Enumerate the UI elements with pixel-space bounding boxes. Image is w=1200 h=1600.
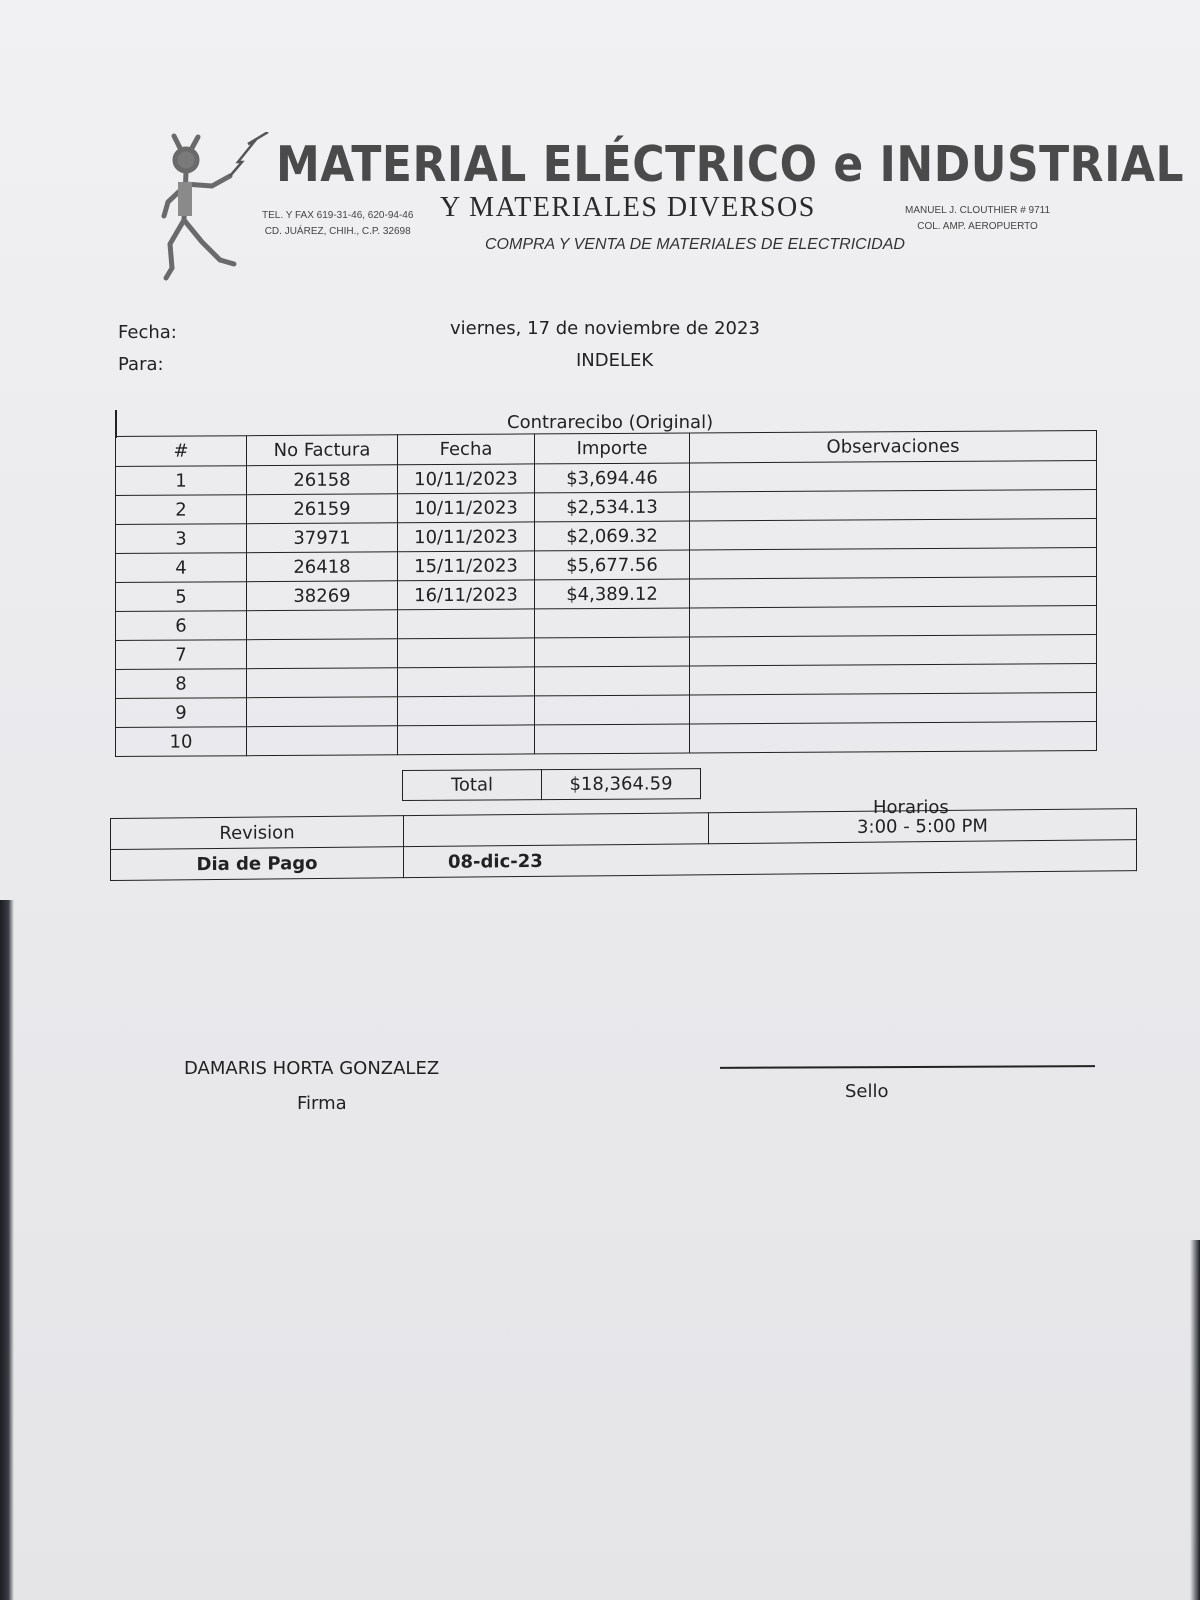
column-header: #	[116, 436, 247, 467]
invoice-number: 26159	[247, 494, 398, 524]
row-number: 2	[116, 495, 247, 525]
invoice-notes	[690, 461, 1097, 492]
para-label: Para:	[118, 354, 164, 375]
invoice-date: 15/11/2023	[398, 551, 535, 581]
contact-colony: COL. AMP. AEROPUERTO	[917, 221, 1038, 232]
fecha-value: viernes, 17 de noviembre de 2023	[450, 318, 760, 339]
total-box	[402, 768, 701, 801]
invoice-notes	[690, 519, 1097, 550]
horarios-label: Horarios	[873, 797, 949, 818]
invoice-amount	[535, 724, 690, 754]
invoice-date	[398, 725, 535, 755]
row-number: 1	[116, 466, 247, 496]
table-title: Contrarecibo (Original)	[507, 412, 714, 433]
invoice-amount: $3,694.46	[535, 463, 690, 493]
invoice-amount	[535, 608, 690, 638]
fecha-label: Fecha:	[118, 322, 177, 343]
invoice-amount: $4,389.12	[535, 579, 690, 609]
horarios-value: 3:00 - 5:00 PM	[709, 809, 1137, 844]
revision-value	[404, 813, 709, 847]
invoice-number	[247, 610, 398, 640]
contact-phone: TEL. Y FAX 619-31-46, 620-94-46	[262, 210, 414, 221]
para-value: INDELEK	[576, 350, 654, 371]
row-number: 6	[116, 611, 247, 641]
revision-label: Revision	[111, 816, 404, 850]
invoice-notes	[690, 548, 1097, 579]
company-contact-right	[905, 203, 1050, 235]
company-tagline: COMPRA Y VENTA DE MATERIALES DE ELECTRICIDAD	[485, 236, 905, 253]
invoice-number: 26158	[247, 465, 398, 495]
pago-label: Dia de Pago	[111, 847, 404, 881]
invoice-number: 37971	[247, 523, 398, 553]
sello-signature-line	[720, 1065, 1095, 1068]
invoice-date: 16/11/2023	[398, 580, 535, 610]
column-header: Observaciones	[690, 431, 1097, 463]
invoice-date: 10/11/2023	[398, 493, 535, 523]
row-number: 9	[116, 698, 247, 728]
row-number: 8	[116, 669, 247, 699]
invoice-date: 10/11/2023	[398, 464, 535, 494]
invoice-number	[247, 697, 398, 727]
row-number: 4	[116, 553, 247, 583]
signer-name: DAMARIS HORTA GONZALEZ	[184, 1058, 440, 1079]
electric-mascot-logo	[150, 132, 280, 284]
photo-edge-shadow	[0, 900, 14, 1600]
column-header: Importe	[535, 433, 690, 464]
total-value: $18,364.59	[542, 769, 701, 800]
invoice-date: 10/11/2023	[398, 522, 535, 552]
invoice-date	[398, 609, 535, 639]
row-number: 7	[116, 640, 247, 670]
invoice-amount: $5,677.56	[535, 550, 690, 580]
invoice-notes	[690, 490, 1097, 521]
invoice-amount	[535, 666, 690, 696]
invoice-notes	[690, 635, 1097, 666]
invoice-number	[247, 668, 398, 698]
invoice-number	[247, 726, 398, 756]
photo-edge-shadow	[1190, 1240, 1200, 1600]
invoice-table	[115, 430, 1097, 757]
total-label: Total	[403, 770, 542, 801]
row-number: 5	[116, 582, 247, 612]
invoice-number	[247, 639, 398, 669]
invoice-date	[398, 696, 535, 726]
invoice-notes	[690, 606, 1097, 637]
sello-label: Sello	[845, 1081, 889, 1102]
invoice-amount: $2,069.32	[535, 521, 690, 551]
company-subtitle: Y MATERIALES DIVERSOS	[440, 192, 816, 223]
firma-label: Firma	[297, 1093, 347, 1114]
company-name: MATERIAL ELÉCTRICO e INDUSTRIAL	[276, 136, 1185, 194]
table-row	[116, 722, 1097, 757]
invoice-amount	[535, 695, 690, 725]
invoice-notes	[690, 577, 1097, 608]
column-header: No Factura	[247, 435, 398, 466]
invoice-amount	[535, 637, 690, 667]
invoice-number: 38269	[247, 581, 398, 611]
invoice-date	[398, 667, 535, 697]
invoice-notes	[690, 722, 1097, 753]
schedule-table	[110, 808, 1137, 881]
invoice-notes	[690, 664, 1097, 695]
contact-street: MANUEL J. CLOUTHIER # 9711	[905, 205, 1051, 216]
invoice-date	[398, 638, 535, 668]
invoice-number: 26418	[247, 552, 398, 582]
invoice-notes	[690, 693, 1097, 724]
column-header: Fecha	[398, 434, 535, 465]
pago-value: 08-dic-23	[404, 840, 1137, 878]
contact-city: CD. JUÁREZ, CHIH., C.P. 32698	[264, 226, 411, 237]
row-number: 10	[116, 727, 247, 757]
invoice-amount: $2,534.13	[535, 492, 690, 522]
company-contact-left	[262, 208, 413, 240]
row-number: 3	[116, 524, 247, 554]
table-title-border	[115, 410, 117, 438]
